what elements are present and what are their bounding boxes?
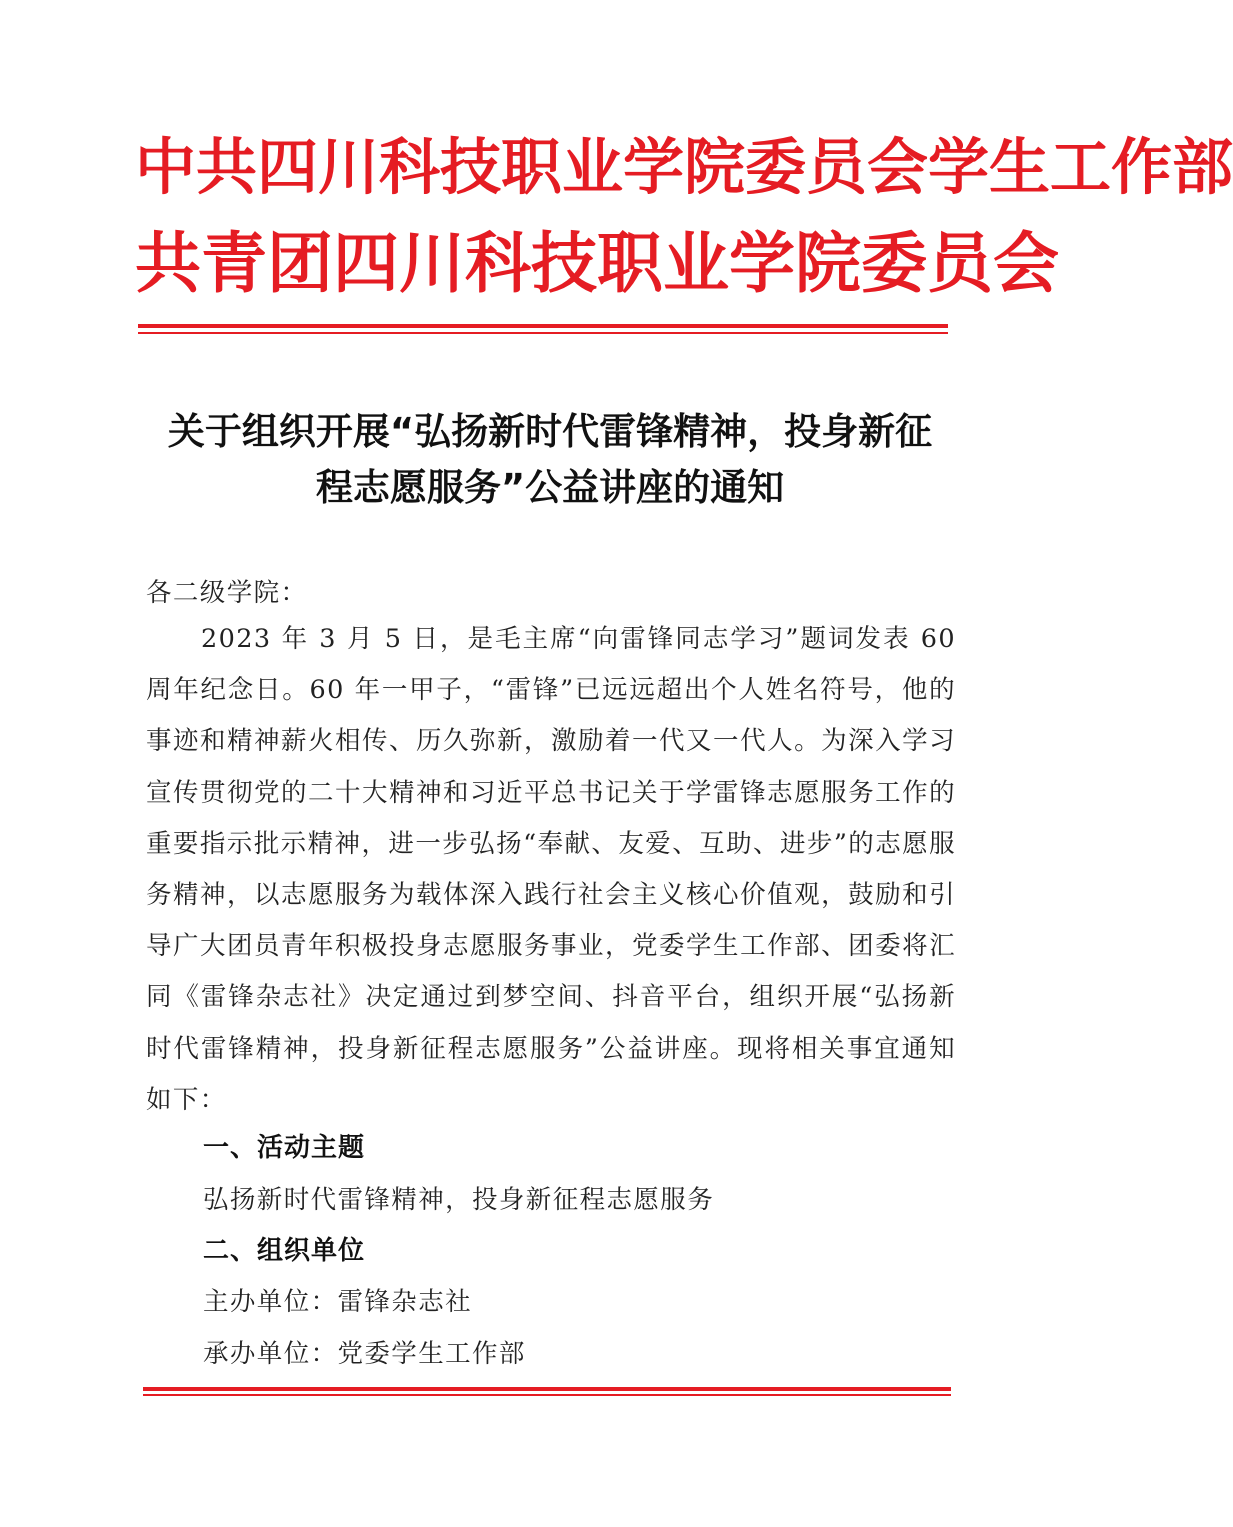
section-heading-theme: 一、活动主题	[203, 1133, 366, 1163]
body-paragraph: 2023 年 3 月 5 日，是毛主席“向雷锋同志学习”题词发表 60 周年纪念日。60 年一甲子，“雷锋”已远远超出个人姓名符号，他的事迹和精神薪火相传、历久弥新，激励着一代又一代人。为深入学习宣传贯彻党的二十大精神和习近平总书记关于学雷锋志愿服务工作的重要指示批示精神，进一步弘扬“奉献、友爱、互助、进步”的志愿服务精神，以志愿服务为载体深入践行社会主义核心价值观，鼓励和引导广大团员青年积极投身志愿服务事业，党委学生工作部、团委将汇同《雷锋杂志社》决定通过到梦空间、抖音平台，组织开展“弘扬新时代雷锋精神，投身新征程志愿服务”公益讲座。现将相关事宜通知如下：	[146, 624, 956, 1115]
salutation: 各二级学院：	[146, 578, 308, 608]
host-unit: 主办单位：雷锋杂志社	[203, 1287, 473, 1317]
theme-text: 弘扬新时代雷锋精神，投身新征程志愿服务	[203, 1185, 715, 1215]
organizer-unit: 承办单位：党委学生工作部	[203, 1339, 526, 1369]
masthead-divider-thin	[138, 332, 948, 334]
masthead-divider-thick	[138, 324, 948, 328]
document-title-line-2: 程志愿服务”公益讲座的通知	[315, 466, 785, 509]
masthead-line-1: 中共四川科技职业学院委员会学生工作部	[135, 132, 1233, 203]
document-title-line-1: 关于组织开展“弘扬新时代雷锋精神，投身新征	[167, 410, 933, 453]
footer-divider-thick	[143, 1387, 951, 1391]
footer-divider-thin	[143, 1394, 951, 1396]
masthead-line-2: 共青团四川科技职业学院委员会	[135, 225, 1059, 302]
section-heading-organizers: 二、组织单位	[203, 1236, 366, 1266]
